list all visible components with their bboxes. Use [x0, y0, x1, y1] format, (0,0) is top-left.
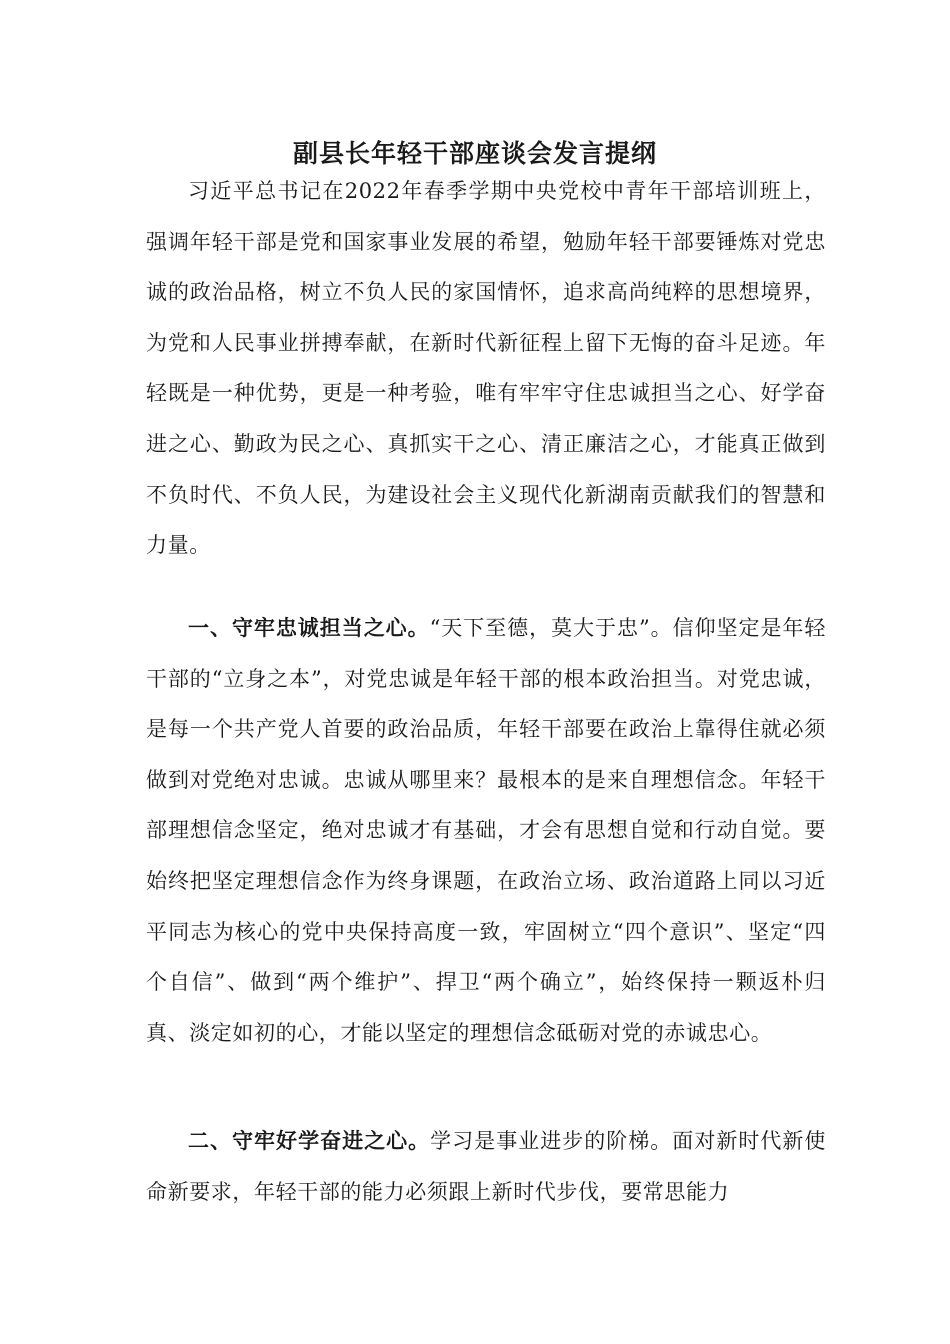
section-paragraph-1	[146, 603, 826, 1058]
section-heading-1: 一、守牢忠诚担当之心。	[188, 615, 430, 640]
section-heading-2: 二、守牢好学奋进之心。	[188, 1128, 431, 1153]
section-body-2: 学习是事业进步的阶梯。面对新时代新使命新要求，年轻干部的能力必须跟上新时代步伐，要常思能力	[146, 1129, 826, 1204]
section-body-1: “天下至德，莫大于忠”。信仰坚定是年轻干部的“立身之本”，对党忠诚是年轻干部的根本政治担当。对党忠诚，是每一个共产党人首要的政治品质，年轻干部要在政治上靠得住就必须做到对党绝对忠诚。忠诚从哪里来？最根本的是来自理想信念。年轻干部理想信念坚定，绝对忠诚才有基础，才会有思想自觉和行动自觉。要始终把坚定理想信念作为终身课题，在政治立场、政治道路上同以习近平同志为核心的党中央保持高度一致，牢固树立“四个意识”、坚定“四个自信”、做到“两个维护”、捍卫“两个确立”，始终保持一颗返朴归真、淡定如初的心，才能以坚定的理想信念砥砺对党的赤诚忠心。	[146, 616, 826, 1045]
document-title: 副县长年轻干部座谈会发言提纲	[292, 139, 657, 168]
section-paragraph-2	[146, 1116, 826, 1217]
intro-paragraph: 习近平总书记在2022年春季学期中央党校中青年干部培训班上，强调年轻干部是党和国家事业发展的希望，勉励年轻干部要锤炼对党忠诚的政治品格，树立不负人民的家国情怀，追求高尚纯粹的思想境界，为党和人民事业拼搏奉献，在新时代新征程上留下无悔的奋斗足迹。年轻既是一种优势，更是一种考验，唯有牢牢守住忠诚担当之心、好学奋进之心、勤政为民之心、真抓实干之心、清正廉洁之心，才能真正做到不负时代、不负人民，为建设社会主义现代化新湖南贡献我们的智慧和力量。	[146, 179, 826, 558]
